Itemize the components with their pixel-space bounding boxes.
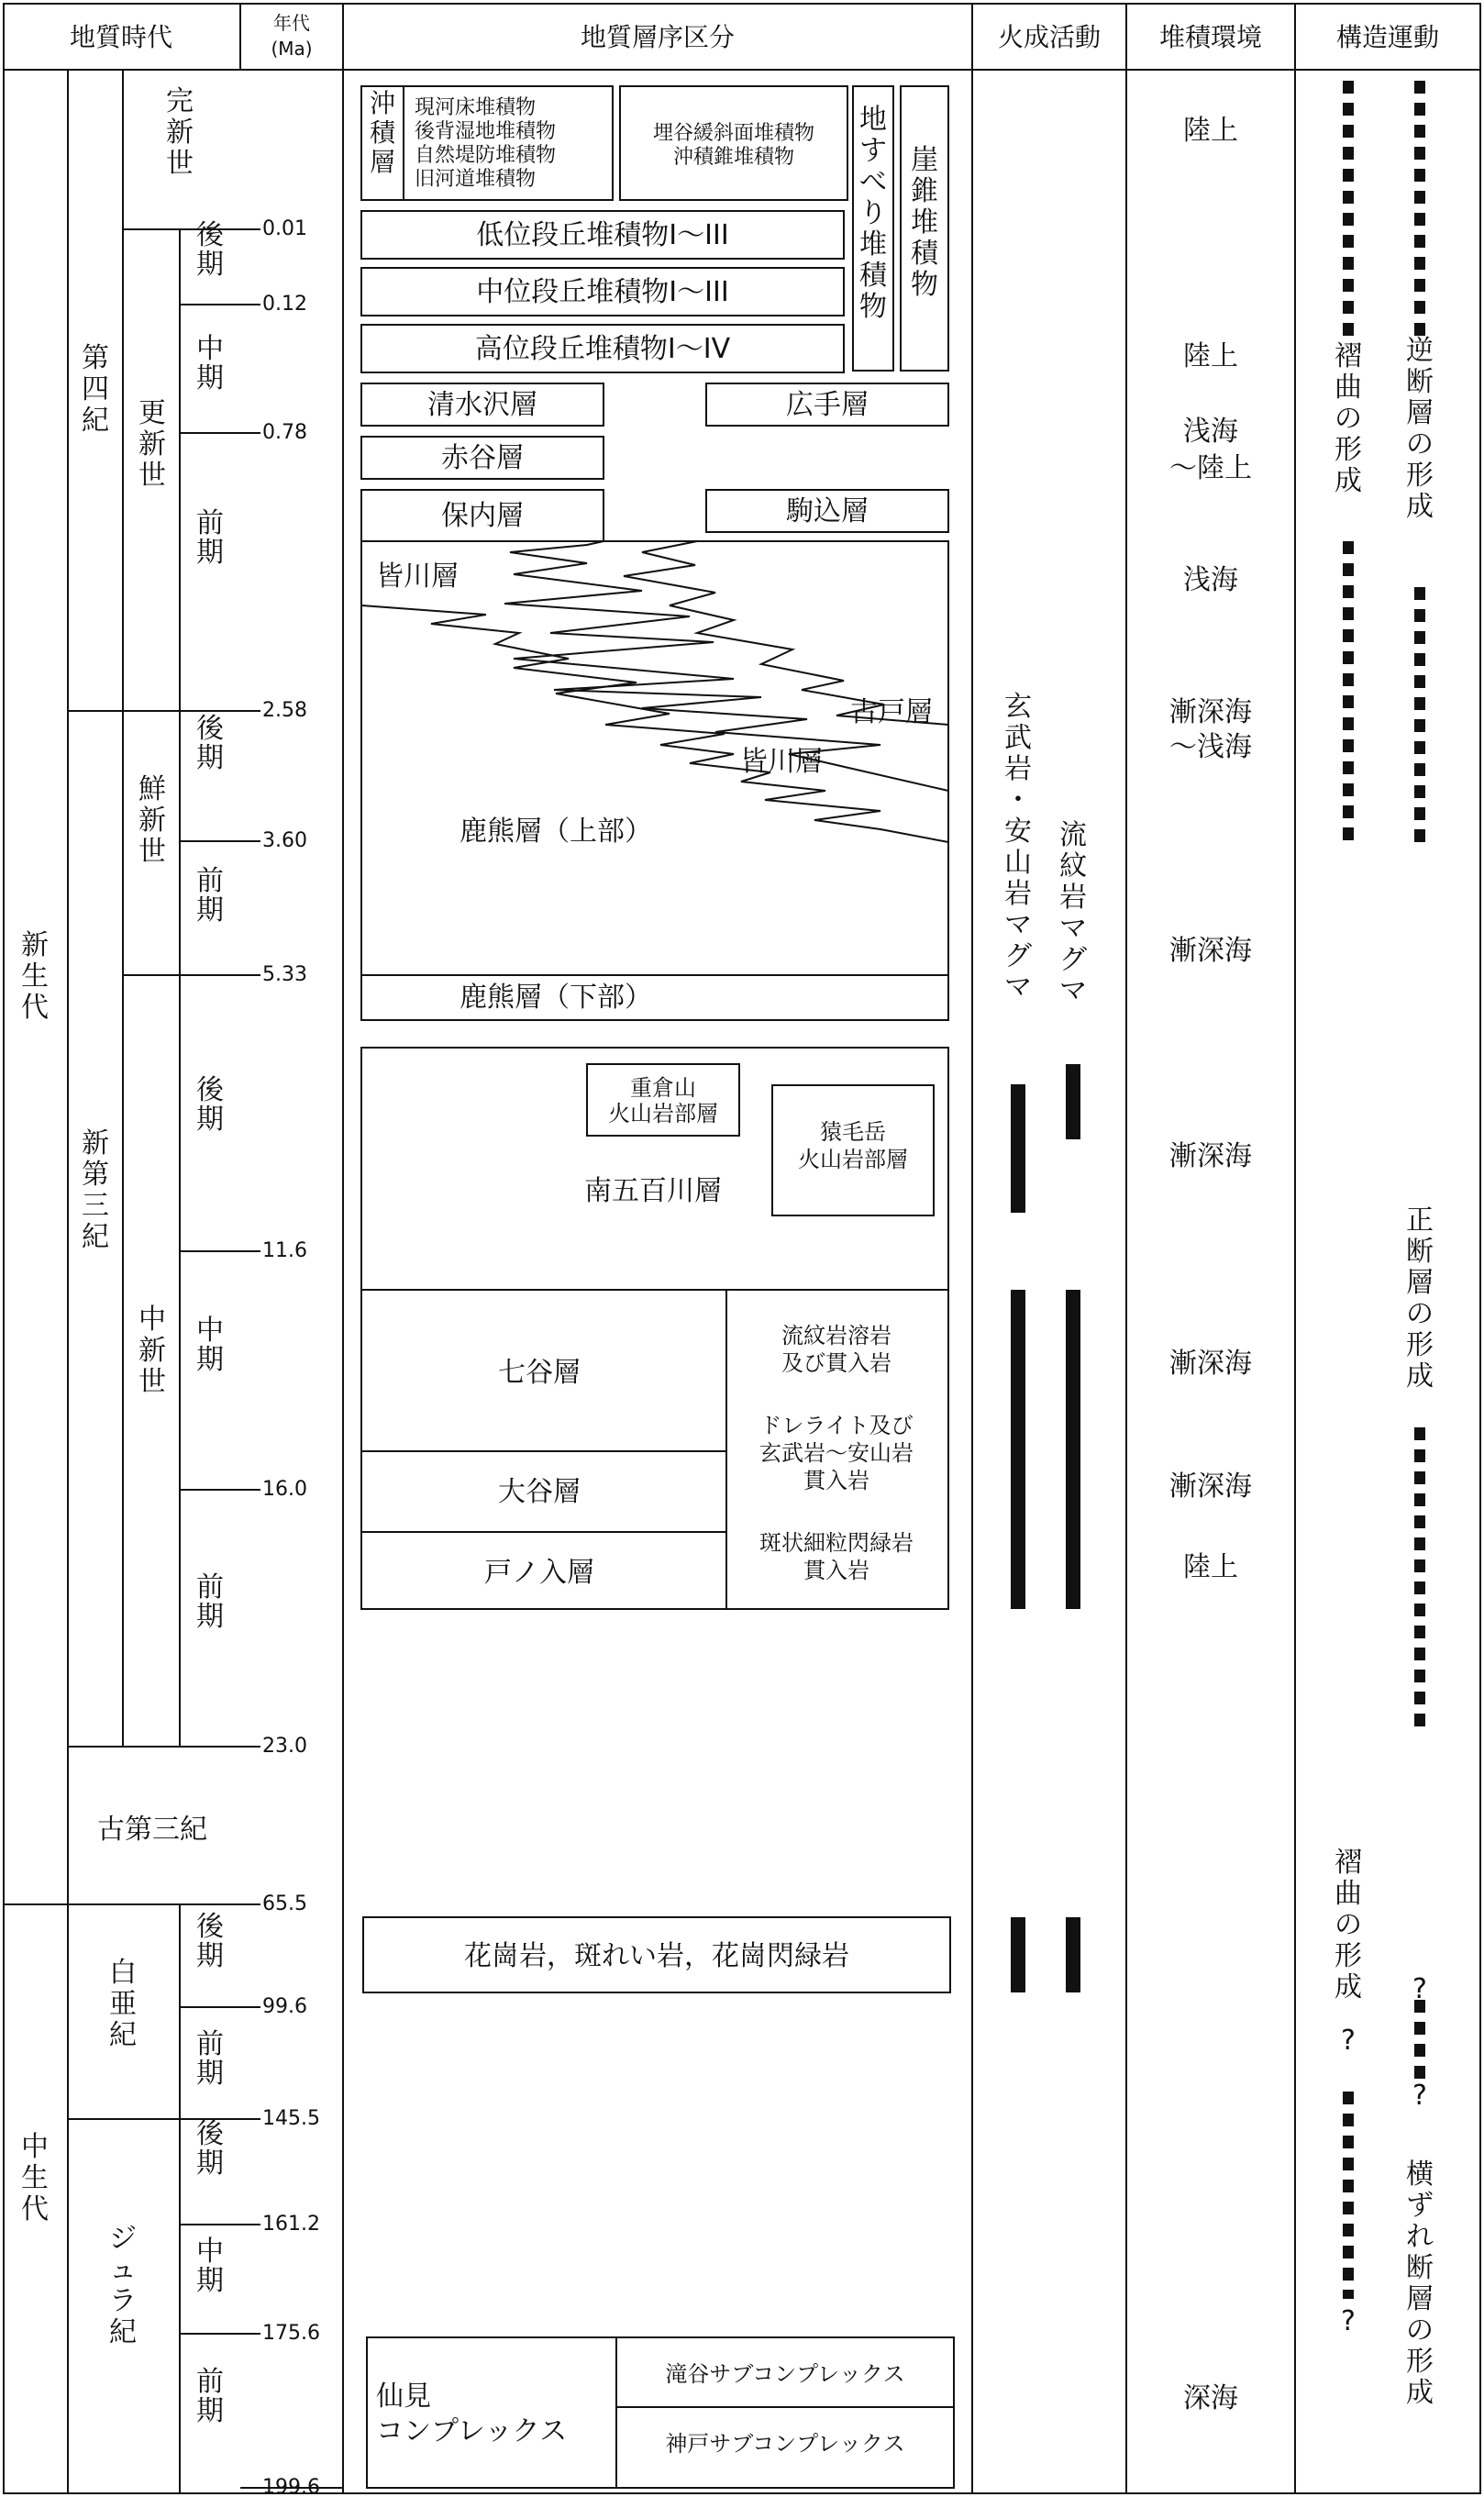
age-label: 175.6 [262,2322,320,2345]
environment-middle-pleistocene: 陸上 [1183,340,1238,372]
rhyolite-lava: 流紋岩溶岩 [781,1323,892,1348]
tonoiri-formation: 戸ノ入層 [484,1557,594,1589]
period-neogene: 新第三紀 [82,1127,109,1253]
header-geologic-time: 地質時代 [69,22,173,52]
question-mark: ? [1341,2025,1356,2057]
subdivision-late: 後期 [196,2118,224,2180]
porphyry-intrusive: 斑状細粒閃緑岩 [759,1530,914,1556]
reverse-fault: 逆断層の形成 [1406,335,1434,523]
environment-early-miocene: 陸上 [1183,1551,1238,1583]
header-environment: 堆積環境 [1158,22,1263,52]
header-age: 年代 [273,12,310,34]
minamigohyakukawa-formation: 南五百川層 [584,1175,722,1207]
subdivision-early: 前期 [196,1571,224,1633]
lower-terrace-deposit: 低位段丘堆積物I～III [476,219,729,251]
environment-holocene: 陸上 [1183,115,1238,147]
subdivision-middle: 中期 [196,333,224,394]
subdivision-late: 後期 [196,1074,224,1136]
period-quaternary: 第四紀 [82,342,109,437]
period-cretaceous: 白亜紀 [109,1957,137,2051]
age-label: 145.5 [262,2107,320,2130]
environment-jurassic: 深海 [1183,2382,1238,2414]
header-tectonics: 構造運動 [1335,22,1440,52]
subdivision-early: 前期 [196,507,224,569]
header-stratigraphy: 地質層序区分 [580,22,736,52]
age-label: 0.12 [262,293,307,316]
upper-terrace-deposit: 高位段丘堆積物I～IV [474,333,731,365]
jusozan-volcanic-member: 重倉山 [630,1075,696,1101]
granite-gabbro-granodiorite: 花崗岩，斑れい岩，花崗閃緑岩 [464,1940,849,1972]
porphyry-intrusive: 貫入岩 [803,1558,869,1583]
age-label: 199.6 [262,2476,320,2497]
era-mesozoic: 中生代 [21,2131,49,2225]
senmi-complex: コンプレックス [376,2415,568,2447]
environment-middle-miocene-2: 漸深海 [1169,1470,1252,1503]
environment-shallow-sea: 浅海 [1183,564,1238,596]
epoch-holocene: 完新世 [166,85,194,180]
middle-terrace-deposit: 中位段丘堆積物I～III [476,276,729,308]
question-mark: ? [1341,2305,1356,2337]
age-label: 2.58 [262,699,307,722]
hirote-formation: 広手層 [786,389,869,421]
question-mark: ? [1412,2080,1427,2112]
dolerite-intrusive: 貫入岩 [803,1468,869,1493]
strike-slip-fault: 横ずれ断層の形成 [1406,2159,1434,2409]
jusozan-volcanic-member: 火山岩部層 [608,1101,718,1126]
normal-fault: 正断層の形成 [1406,1204,1434,1393]
folding-questionable: 褶曲の形成 [1334,1847,1362,2003]
age-label: 3.60 [262,829,307,852]
alluvium-item: 旧河道堆積物 [415,168,537,191]
shimizusawa-formation: 清水沢層 [427,389,537,421]
era-cenozoic: 新生代 [21,929,49,1024]
subdivision-middle: 中期 [196,1315,224,1376]
rhyolite-lava: 及び貫入岩 [781,1350,892,1376]
header-age-unit: (Ma) [271,38,313,60]
age-label: 0.78 [262,421,307,444]
dolerite-intrusive: 玄武岩～安山岩 [759,1440,914,1466]
subdivision-late: 後期 [196,1911,224,1972]
age-label: 0.01 [262,217,307,240]
folding: 褶曲の形成 [1334,340,1362,497]
kakuma-formation-lower: 鹿熊層（下部） [460,982,652,1014]
valley-fill-deposit: 埋谷緩斜面堆積物 [652,122,815,145]
alluvium-item: 後背湿地堆積物 [415,120,557,143]
epoch-pliocene: 鮮新世 [138,773,166,868]
environment-shallow-to-land: ～陸上 [1169,452,1252,484]
sarugedake-volcanic-member: 火山岩部層 [798,1147,908,1172]
basalt-andesite-magma: 玄武岩・安山岩マグマ [1004,691,1032,1004]
otani-formation: 大谷層 [498,1476,581,1508]
period-jurassic: ジュラ紀 [109,2223,137,2348]
kanbe-subcomplex: 神戸サブコンプレックス [665,2431,905,2457]
age-label: 11.6 [262,1239,307,1262]
furudo-formation: 古戸層 [850,696,933,728]
epoch-pleistocene: 更新世 [138,397,166,492]
senmi-complex: 仙見 [376,2380,431,2413]
talus-deposit: 崖錐堆積物 [911,144,938,301]
period-paleogene: 古第三紀 [97,1814,207,1846]
takitani-subcomplex: 滝谷サブコンプレックス [665,2361,905,2387]
age-label: 65.5 [262,1892,307,1915]
subdivision-early: 前期 [196,865,224,927]
header-igneous: 火成活動 [997,22,1102,52]
environment-pliocene: 漸深海 [1169,935,1252,967]
subdivision-middle: 中期 [196,2236,224,2297]
minagawa-formation-middle: 皆川層 [740,746,823,778]
nanatani-formation: 七谷層 [498,1357,581,1389]
alluvium-label: 沖積層 [369,88,396,177]
akaya-formation: 赤谷層 [441,442,524,474]
kakuma-formation-upper: 鹿熊層（上部） [460,816,652,848]
environment-middle-miocene: 漸深海 [1169,1348,1252,1380]
environment-bathyal-to-shallow: 漸深海 [1169,696,1252,728]
environment-late-miocene: 漸深海 [1169,1140,1252,1172]
rhyolite-magma: 流紋岩マグマ [1059,819,1087,1007]
age-label: 99.6 [262,1995,307,2018]
subdivision-early: 前期 [196,2366,224,2427]
alluvial-cone-deposit: 沖積錐堆積物 [672,146,795,169]
sarugedake-volcanic-member: 猿毛岳 [820,1119,886,1145]
age-label: 5.33 [262,963,307,986]
age-label: 23.0 [262,1735,307,1758]
subdivision-late: 後期 [196,713,224,774]
alluvium-item: 現河床堆積物 [415,96,537,119]
epoch-miocene: 中新世 [138,1304,166,1398]
age-label: 16.0 [262,1478,307,1501]
minagawa-formation-upper: 皆川層 [376,560,459,593]
environment-bathyal-to-shallow: ～浅海 [1169,731,1252,763]
subdivision-early: 前期 [196,2028,224,2090]
komagome-formation: 駒込層 [786,495,869,527]
landslide-deposit: 地すべり堆積物 [859,104,887,323]
question-mark: ? [1412,1973,1427,2005]
subdivision-late: 後期 [196,219,224,281]
age-label: 161.2 [262,2213,320,2236]
dolerite-intrusive: ドレライト及び [759,1413,914,1438]
honai-formation: 保内層 [441,500,524,532]
alluvium-item: 自然堤防堆積物 [415,144,557,167]
environment-shallow-to-land: 浅海 [1183,416,1238,448]
